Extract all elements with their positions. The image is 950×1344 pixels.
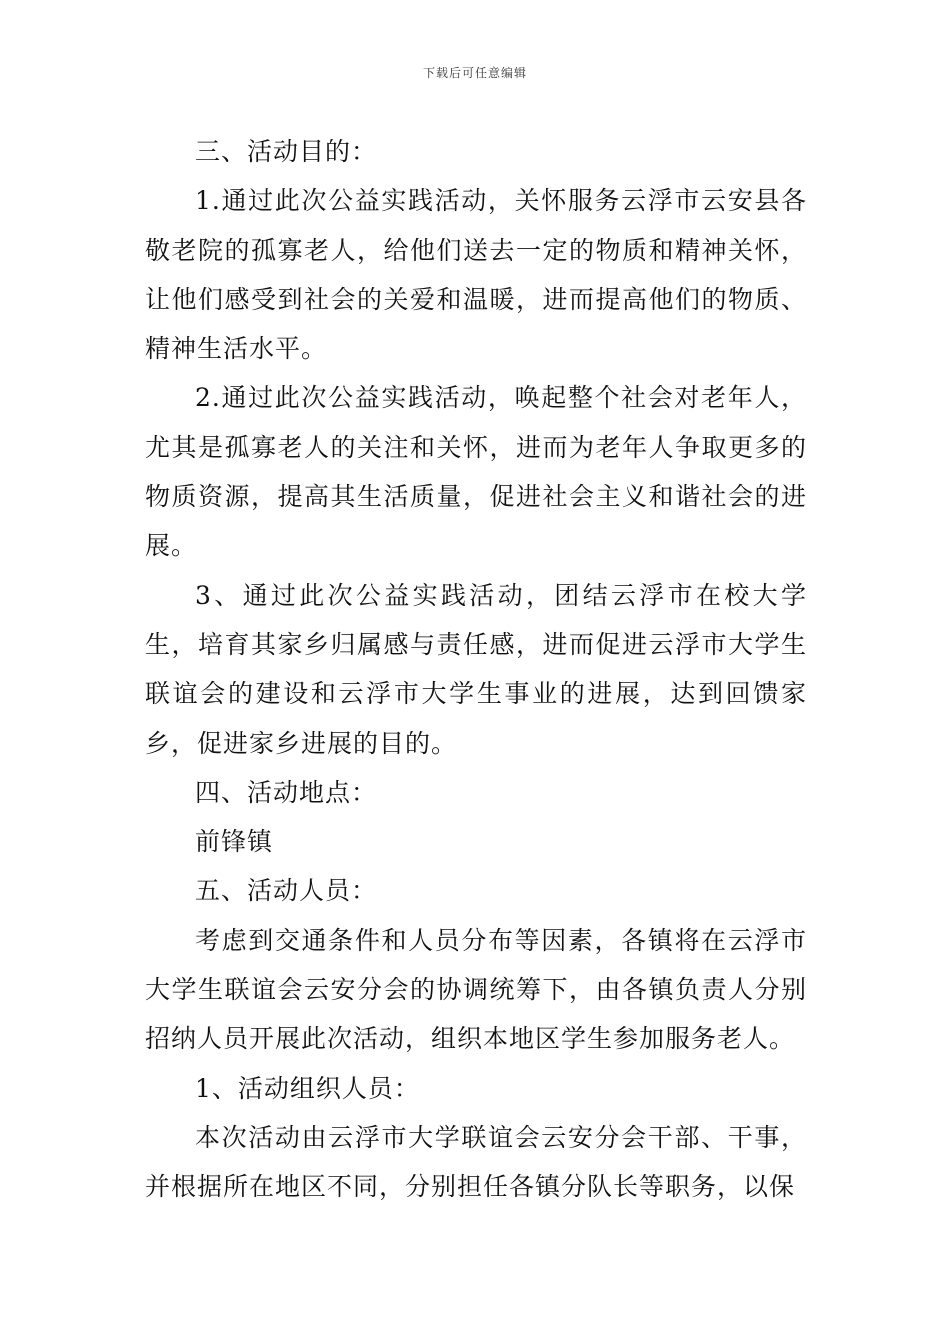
paragraph-purpose-1: 1.通过此次公益实践活动，关怀服务云浮市云安县各敬老院的孤寡老人，给他们送去一定的物质和精神关怀，让他们感受到社会的关爱和温暖，进而提高他们的物质、精神生活水平。	[145, 186, 807, 364]
section-heading-location: 四、活动地点：	[195, 777, 378, 807]
section-heading-purpose: 三、活动目的：	[195, 137, 378, 166]
paragraph-location: 前锋镇	[195, 827, 274, 857]
subheading-organizers: 1、活动组织人员：	[195, 1073, 420, 1103]
paragraph-purpose-2: 2.通过此次公益实践活动，唤起整个社会对老年人，尤其是孤寡老人的关注和关怀，进而为老年人争取更多的物质资源，提高其生活质量，促进社会主义和谐社会的进展。	[145, 383, 807, 561]
paragraph-purpose-3: 3、通过此次公益实践活动，团结云浮市在校大学生，培育其家乡归属感与责任感，进而促进云浮市大学生联谊会的建设和云浮市大学生事业的进展，达到回馈家乡，促进家乡进展的目的。	[145, 580, 807, 758]
document-body	[145, 127, 807, 1212]
page-header-note: 下载后可任意编辑	[422, 66, 527, 80]
paragraph-personnel-intro: 考虑到交通条件和人员分布等因素，各镇将在云浮市大学生联谊会云安分会的协调统筹下，由各镇负责人分别招纳人员开展此次活动，组织本地区学生参加服务老人。	[145, 925, 807, 1054]
paragraph-organizers: 本次活动由云浮市大学联谊会云安分会干部、干事，并根据所在地区不同，分别担任各镇分队长等职务，以保	[145, 1122, 807, 1202]
section-heading-personnel: 五、活动人员：	[195, 876, 378, 906]
